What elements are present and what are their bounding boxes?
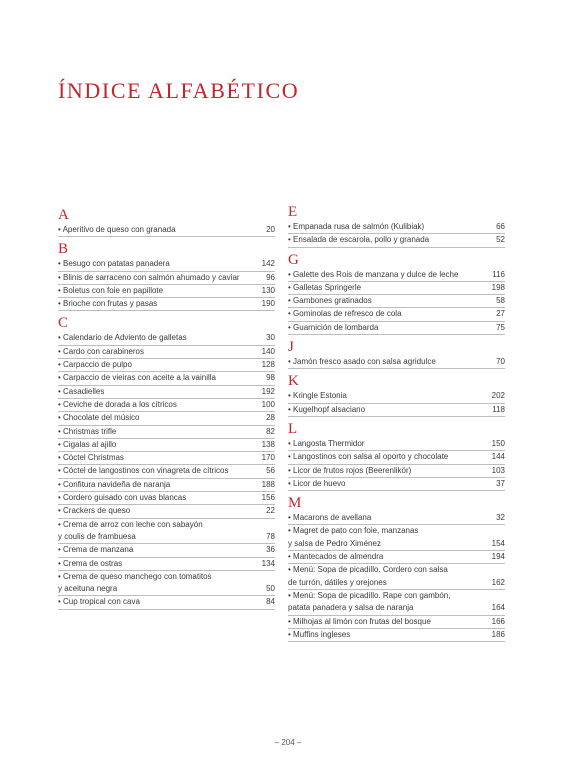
entry-page-number: 154: [491, 538, 505, 548]
entry-page-number: 78: [266, 531, 275, 541]
entry-page-number: 192: [261, 386, 275, 396]
index-entry: [288, 590, 505, 602]
index-section-e: [288, 204, 505, 248]
index-entry: [288, 221, 505, 234]
index-entry: [288, 404, 505, 417]
entry-title: • Ceviche de dorada a los cítricos: [58, 399, 177, 409]
entry-page-number: 170: [261, 453, 275, 463]
entry-title: • Casadielles: [58, 386, 105, 396]
entry-page-number: 75: [496, 322, 505, 332]
entry-page-number: 186: [491, 629, 505, 639]
index-entry: [288, 234, 505, 247]
index-section-c: [58, 315, 275, 609]
entry-title: patata panadera y salsa de naranja: [288, 603, 414, 613]
entry-page-number: 198: [491, 282, 505, 292]
index-entry: [58, 412, 275, 425]
index-entry: [58, 465, 275, 478]
index-entry: [58, 596, 275, 609]
index-entry: [288, 282, 505, 295]
entry-page-number: 36: [266, 545, 275, 555]
entry-page-number: 128: [261, 360, 275, 370]
index-section-k: [288, 373, 505, 417]
entry-title: • Aperitivo de queso con granada: [58, 225, 176, 234]
section-letter: C: [58, 315, 69, 332]
entry-title: • Carpaccio de pulpo: [58, 360, 132, 370]
entry-page-number: 103: [491, 465, 505, 475]
entry-page-number: 188: [261, 479, 275, 489]
entry-title: • Cóctel de langostinos con vinagreta de cítricos: [58, 466, 229, 476]
index-entry: [58, 224, 275, 237]
entry-title: • Mantecados de almendra: [288, 552, 384, 562]
entry-title: • Langosta Thermidor: [288, 438, 365, 448]
index-entry: [58, 558, 275, 571]
entry-title: • Langostinos con salsa al oporto y chocolate: [288, 452, 449, 462]
entry-page-number: 166: [491, 616, 505, 626]
entry-page-number: 66: [496, 222, 505, 231]
index-entry: [58, 452, 275, 465]
entry-page-number: 134: [261, 558, 275, 568]
index-entry: [58, 439, 275, 452]
entry-title: • Jamón fresco asado con salsa agridulce: [288, 357, 436, 367]
index-entry: [58, 332, 275, 345]
index-entry: [58, 426, 275, 439]
entry-title: • Cigalas al ajillo: [58, 439, 117, 449]
entry-title: y coulis de frambuesa: [58, 531, 136, 541]
entry-title: y salsa de Pedro Ximénez: [288, 538, 381, 548]
entry-title: • Macarons de avellana: [288, 513, 372, 523]
index-section-b: [58, 241, 275, 311]
index-section-l: [288, 421, 505, 491]
index-entry: [288, 512, 505, 525]
entry-page-number: 142: [261, 259, 275, 269]
entry-title: • Gambones gratinados: [288, 296, 372, 306]
entry-title: • Cóctel Christmas: [58, 453, 124, 463]
entry-page-number: 130: [261, 285, 275, 295]
entry-page-number: 70: [496, 357, 505, 367]
index-entry: [288, 390, 505, 403]
entry-page-number: 116: [492, 269, 505, 279]
entry-title: de turrón, dátiles y orejones: [288, 577, 387, 587]
index-section-a: [58, 207, 275, 237]
entry-title: • Licor de huevo: [288, 478, 346, 488]
index-entry: [288, 478, 505, 491]
index-entry: [288, 451, 505, 464]
entry-page-number: 190: [261, 299, 275, 309]
index-entry: [288, 269, 505, 282]
entry-title: • Galette des Rois de manzana y dulce de leche: [288, 269, 459, 279]
entry-title: • Crema de arroz con leche con sabayón: [58, 519, 203, 529]
entry-title: • Cordero guisado con uvas blancas: [58, 493, 187, 503]
entry-page-number: 20: [266, 225, 275, 234]
entry-title: • Muffins ingleses: [288, 629, 351, 639]
entry-page-number: 100: [261, 399, 275, 409]
index-entry: [58, 386, 275, 399]
entry-page-number: 156: [261, 493, 275, 503]
index-entry: [58, 571, 275, 583]
entry-page-number: 22: [266, 506, 275, 516]
entry-page-number: 37: [496, 478, 505, 488]
index-entry: [288, 525, 505, 537]
entry-page-number: 27: [496, 309, 505, 319]
entry-title: y aceituna negra: [58, 584, 118, 594]
entry-title: • Christmas trifle: [58, 426, 117, 436]
entry-title: • Kringle Estonia: [288, 391, 347, 401]
entry-page-number: 98: [266, 373, 275, 383]
entry-page-number: 140: [261, 346, 275, 356]
entry-title: • Kugelhopf alsaciano: [288, 404, 366, 414]
page-title: ÍNDICE ALFABÉTICO: [58, 78, 300, 103]
entry-page-number: 194: [491, 552, 505, 562]
entry-title: • Confitura navideña de naranja: [58, 479, 171, 489]
index-column-right: [288, 204, 505, 646]
index-entry: [288, 629, 505, 642]
entry-title: • Ensalada de escarola, pollo y granada: [288, 235, 430, 245]
index-entry: [288, 551, 505, 564]
index-entry: [58, 519, 275, 531]
index-entry: [288, 308, 505, 321]
entry-page-number: 202: [491, 391, 505, 401]
entry-page-number: 52: [496, 235, 505, 245]
index-entry: [58, 298, 275, 311]
index-entry: [288, 577, 505, 590]
index-entry: [58, 479, 275, 492]
index-entry: [58, 258, 275, 271]
entry-title: • Carpaccio de vieiras con aceite a la vainilla: [58, 373, 216, 383]
entry-page-number: 50: [266, 584, 275, 594]
index-entry: [288, 564, 505, 576]
entry-title: • Crema de queso manchego con tomatitos: [58, 571, 212, 581]
entry-title: • Cardo con carabineros: [58, 346, 144, 356]
index-entry: [288, 438, 505, 451]
index-entry: [58, 544, 275, 557]
entry-title: • Besugo con patatas panadera: [58, 259, 170, 269]
entry-title: • Chocolate del músico: [58, 413, 140, 423]
entry-title: • Licor de frutos rojos (Beerenlikör): [288, 465, 412, 475]
entry-page-number: 32: [496, 513, 505, 523]
section-letter: J: [288, 339, 294, 356]
entry-title: • Brioche con frutas y pasas: [58, 299, 158, 309]
index-entry: [58, 531, 275, 544]
entry-title: • Milhojas al limón con frutas del bosque: [288, 616, 431, 626]
index-entry: [58, 505, 275, 518]
index-entry: [58, 583, 275, 596]
index-entry: [288, 322, 505, 335]
index-section-g: [288, 252, 505, 335]
entry-page-number: 82: [266, 426, 275, 436]
index-entry: [58, 492, 275, 505]
entry-page-number: 138: [261, 439, 275, 449]
index-entry: [58, 346, 275, 359]
index-entry: [288, 295, 505, 308]
entry-title: • Boletus con foie en papillote: [58, 285, 164, 295]
index-column-left: [58, 207, 275, 614]
entry-page-number: 162: [491, 577, 505, 587]
index-entry: [58, 272, 275, 285]
page-number: – 204 –: [274, 738, 302, 747]
index-entry: [288, 538, 505, 551]
index-entry: [58, 372, 275, 385]
entry-page-number: 164: [491, 603, 505, 613]
entry-page-number: 144: [491, 452, 505, 462]
entry-title: • Blinis de sarraceno con salmón ahumado y caviar: [58, 272, 240, 282]
entry-title: • Calendario de Adviento de galletas: [58, 333, 187, 343]
section-letter: A: [58, 207, 69, 223]
entry-title: • Crackers de queso: [58, 506, 131, 516]
entry-title: • Gominolas de refresco de cola: [288, 309, 402, 319]
entry-title: • Galletas Springerle: [288, 282, 362, 292]
entry-title: • Crema de manzana: [58, 545, 134, 555]
entry-page-number: 56: [266, 466, 275, 476]
entry-title: • Magret de pato con foie, manzanas: [288, 526, 419, 536]
entry-page-number: 30: [266, 333, 275, 343]
index-entry: [58, 399, 275, 412]
entry-page-number: 28: [266, 413, 275, 423]
entry-title: • Cup tropical con cava: [58, 597, 140, 607]
entry-page-number: 96: [266, 272, 275, 282]
entry-title: • Empanada rusa de salmón (Kulibiak): [288, 222, 425, 231]
index-entry: [58, 359, 275, 372]
entry-page-number: 84: [266, 597, 275, 607]
index-section-m: [288, 495, 505, 642]
entry-title: • Menú: Sopa de picadillo. Rape con gambón,: [288, 590, 451, 600]
section-letter: B: [58, 241, 69, 258]
entry-title: • Crema de ostras: [58, 558, 123, 568]
section-letter: M: [288, 495, 302, 512]
index-entry: [288, 465, 505, 478]
entry-title: • Menú: Sopa de picadillo. Cordero con salsa: [288, 565, 448, 575]
entry-title: • Guarnición de lombarda: [288, 322, 379, 332]
index-entry: [288, 356, 505, 369]
entry-page-number: 118: [492, 404, 505, 414]
section-letter: G: [288, 251, 299, 268]
entry-page-number: 150: [491, 438, 505, 448]
index-entry: [288, 602, 505, 615]
index-entry: [288, 616, 505, 629]
section-letter: L: [288, 420, 298, 437]
entry-page-number: 58: [496, 296, 505, 306]
section-letter: K: [288, 373, 299, 390]
index-entry: [58, 285, 275, 298]
index-section-j: [288, 339, 505, 369]
section-letter: E: [288, 204, 298, 220]
